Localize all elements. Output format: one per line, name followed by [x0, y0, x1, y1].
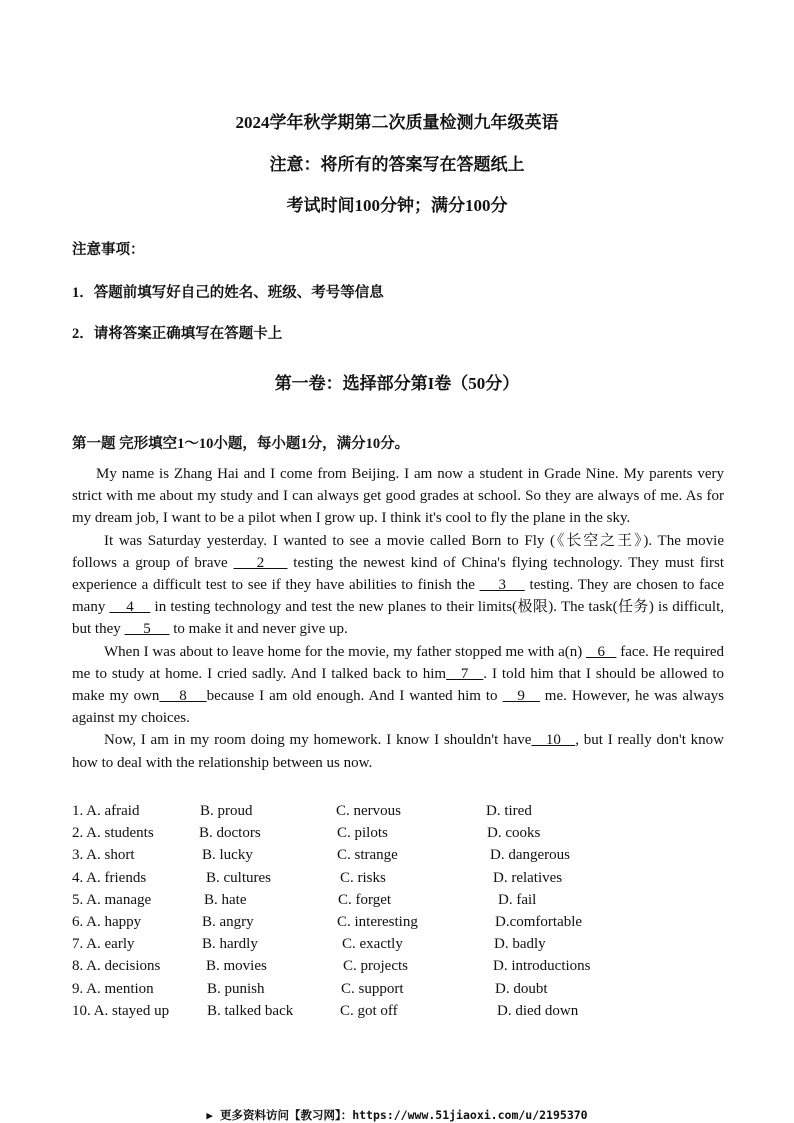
option-d: D. fail [498, 891, 537, 908]
passage-text: because I am old enough. And I wanted him to [206, 688, 503, 705]
option-b: B. talked back [207, 1002, 294, 1019]
option-c: C. projects [343, 958, 408, 975]
blank-4: 4 [109, 599, 151, 616]
option-row-2 [72, 825, 712, 847]
exam-title: 2024学年秋学期第二次质量检测九年级英语 [235, 113, 559, 132]
option-c: C. exactly [342, 936, 403, 953]
option-c: C. forget [338, 891, 392, 908]
option-b: B. doctors [199, 825, 261, 842]
blank-9: 9 [502, 688, 540, 705]
option-b: B. lucky [202, 847, 253, 864]
option-row-4 [72, 870, 712, 892]
question1-heading: 第一题 完形填空1～10小题，每小题1分，满分10分。 [72, 436, 410, 452]
option-row-9 [72, 981, 712, 1003]
blank-3: 3 [479, 577, 525, 594]
option-b: B. hate [204, 891, 247, 908]
passage-text: Now, I am in my room doing my homework. I know I shouldn't have [104, 732, 532, 749]
answer-notice: 注意：将所有的答案写在答题纸上 [269, 155, 525, 174]
instruction-item-2: 2．请将答案正确填写在答题卡上 [72, 326, 283, 342]
blank-6: 6 [586, 643, 617, 660]
option-b: B. movies [206, 958, 267, 975]
instructions-heading: 注意事项： [72, 242, 145, 258]
option-row-8 [72, 958, 712, 980]
footer-text[interactable]: 更多资料访问【教习网】：https://www.51jiaoxi.com/u/2195370 [219, 1108, 588, 1122]
passage-paragraph-2 [72, 530, 724, 641]
option-b: B. proud [200, 803, 253, 819]
option-d: D. badly [494, 936, 546, 953]
option-d: D. dangerous [490, 847, 570, 864]
option-c: C. interesting [337, 913, 418, 930]
option-a: 4. A. friends [72, 869, 147, 886]
blank-8: 8 [159, 688, 207, 705]
passage-text: It was Saturday yesterday. I wanted to see a movie called Born to Fly (《长空之王》). The movie follows a group of brave [72, 532, 724, 571]
part1-title: 第一卷：选择部分第I卷（50分） [274, 374, 520, 393]
option-a: 10. A. stayed up [72, 1002, 170, 1019]
flag-icon: ▶ [206, 1109, 214, 1122]
footer-link[interactable] [0, 1107, 794, 1123]
option-row-1 [72, 803, 712, 825]
option-d: D.comfortable [495, 913, 583, 930]
option-b: B. cultures [206, 869, 271, 886]
option-a: 5. A. manage [72, 891, 152, 908]
option-d: D. died down [497, 1002, 579, 1019]
option-row-7 [72, 936, 712, 958]
option-c: C. support [341, 980, 404, 997]
option-row-10 [72, 1003, 712, 1025]
option-row-5 [72, 892, 712, 914]
option-c: C. got off [340, 1002, 398, 1019]
option-c: C. nervous [336, 803, 401, 819]
option-b: B. punish [207, 980, 265, 997]
passage-text: me. However, he was always against my choices. [72, 688, 725, 727]
option-a: 9. A. mention [72, 980, 154, 997]
option-a: 8. A. decisions [72, 958, 161, 975]
answer-options [72, 803, 712, 1025]
option-a: 1. A. afraid [72, 803, 140, 819]
option-d: D. doubt [495, 980, 548, 997]
option-c: C. strange [337, 847, 398, 864]
option-b: B. hardly [202, 936, 258, 953]
option-c: C. risks [340, 869, 386, 886]
option-a: 6. A. happy [72, 913, 142, 930]
blank-2: 2 [233, 554, 288, 571]
passage-paragraph-3 [72, 641, 724, 730]
option-a: 2. A. students [72, 825, 154, 842]
option-b: B. angry [202, 913, 254, 930]
passage-text: in testing technology and test the new planes to their limits(极限). The task(任务) is difficult, but they [72, 599, 724, 638]
option-a: 3. A. short [72, 847, 135, 864]
passage-text: to make it and never give up. [169, 621, 348, 638]
option-row-6 [72, 914, 712, 936]
option-d: D. introductions [493, 958, 591, 975]
passage-text: When I was about to leave home for the movie, my father stopped me with a(n) [104, 643, 587, 660]
passage-text: face. He required me to study at home. I cried sadly. And I talked back to him [72, 643, 724, 682]
blank-10: 10 [531, 732, 576, 749]
exam-time: 考试时间100分钟；满分100分 [286, 196, 508, 215]
option-row-3 [72, 847, 712, 869]
passage-text: . I told him that I should be allowed to make my own [72, 665, 725, 705]
option-d: D. cooks [487, 825, 541, 842]
instruction-item-1: 1．答题前填写好自己的姓名、班级、考号等信息 [72, 285, 384, 301]
passage-paragraph-4 [72, 729, 724, 773]
passage-text: testing. They are chosen to face many [72, 577, 725, 616]
option-d: D. relatives [493, 869, 563, 886]
passage-text: testing the newest kind of China's flying technology. They must first experience a difficult test to see if they have abilities to finish the [72, 554, 724, 594]
option-d: D. tired [486, 803, 532, 819]
option-c: C. pilots [337, 825, 388, 842]
cloze-passage [72, 463, 724, 774]
blank-7: 7 [446, 665, 484, 682]
blank-5: 5 [124, 621, 170, 638]
option-a: 7. A. early [72, 936, 135, 953]
passage-paragraph-1: My name is Zhang Hai and I come from Beijing. I am now a student in Grade Nine. My parents very strict with me about my study and I can always get good grades at school. So they are always of me. As for my dream job, I want to be a pilot when I grow up. I think it's cool to fly the plane in the sky. [72, 466, 724, 527]
passage-text: , but I really don't know how to deal with the relationship between us now. [72, 732, 724, 771]
